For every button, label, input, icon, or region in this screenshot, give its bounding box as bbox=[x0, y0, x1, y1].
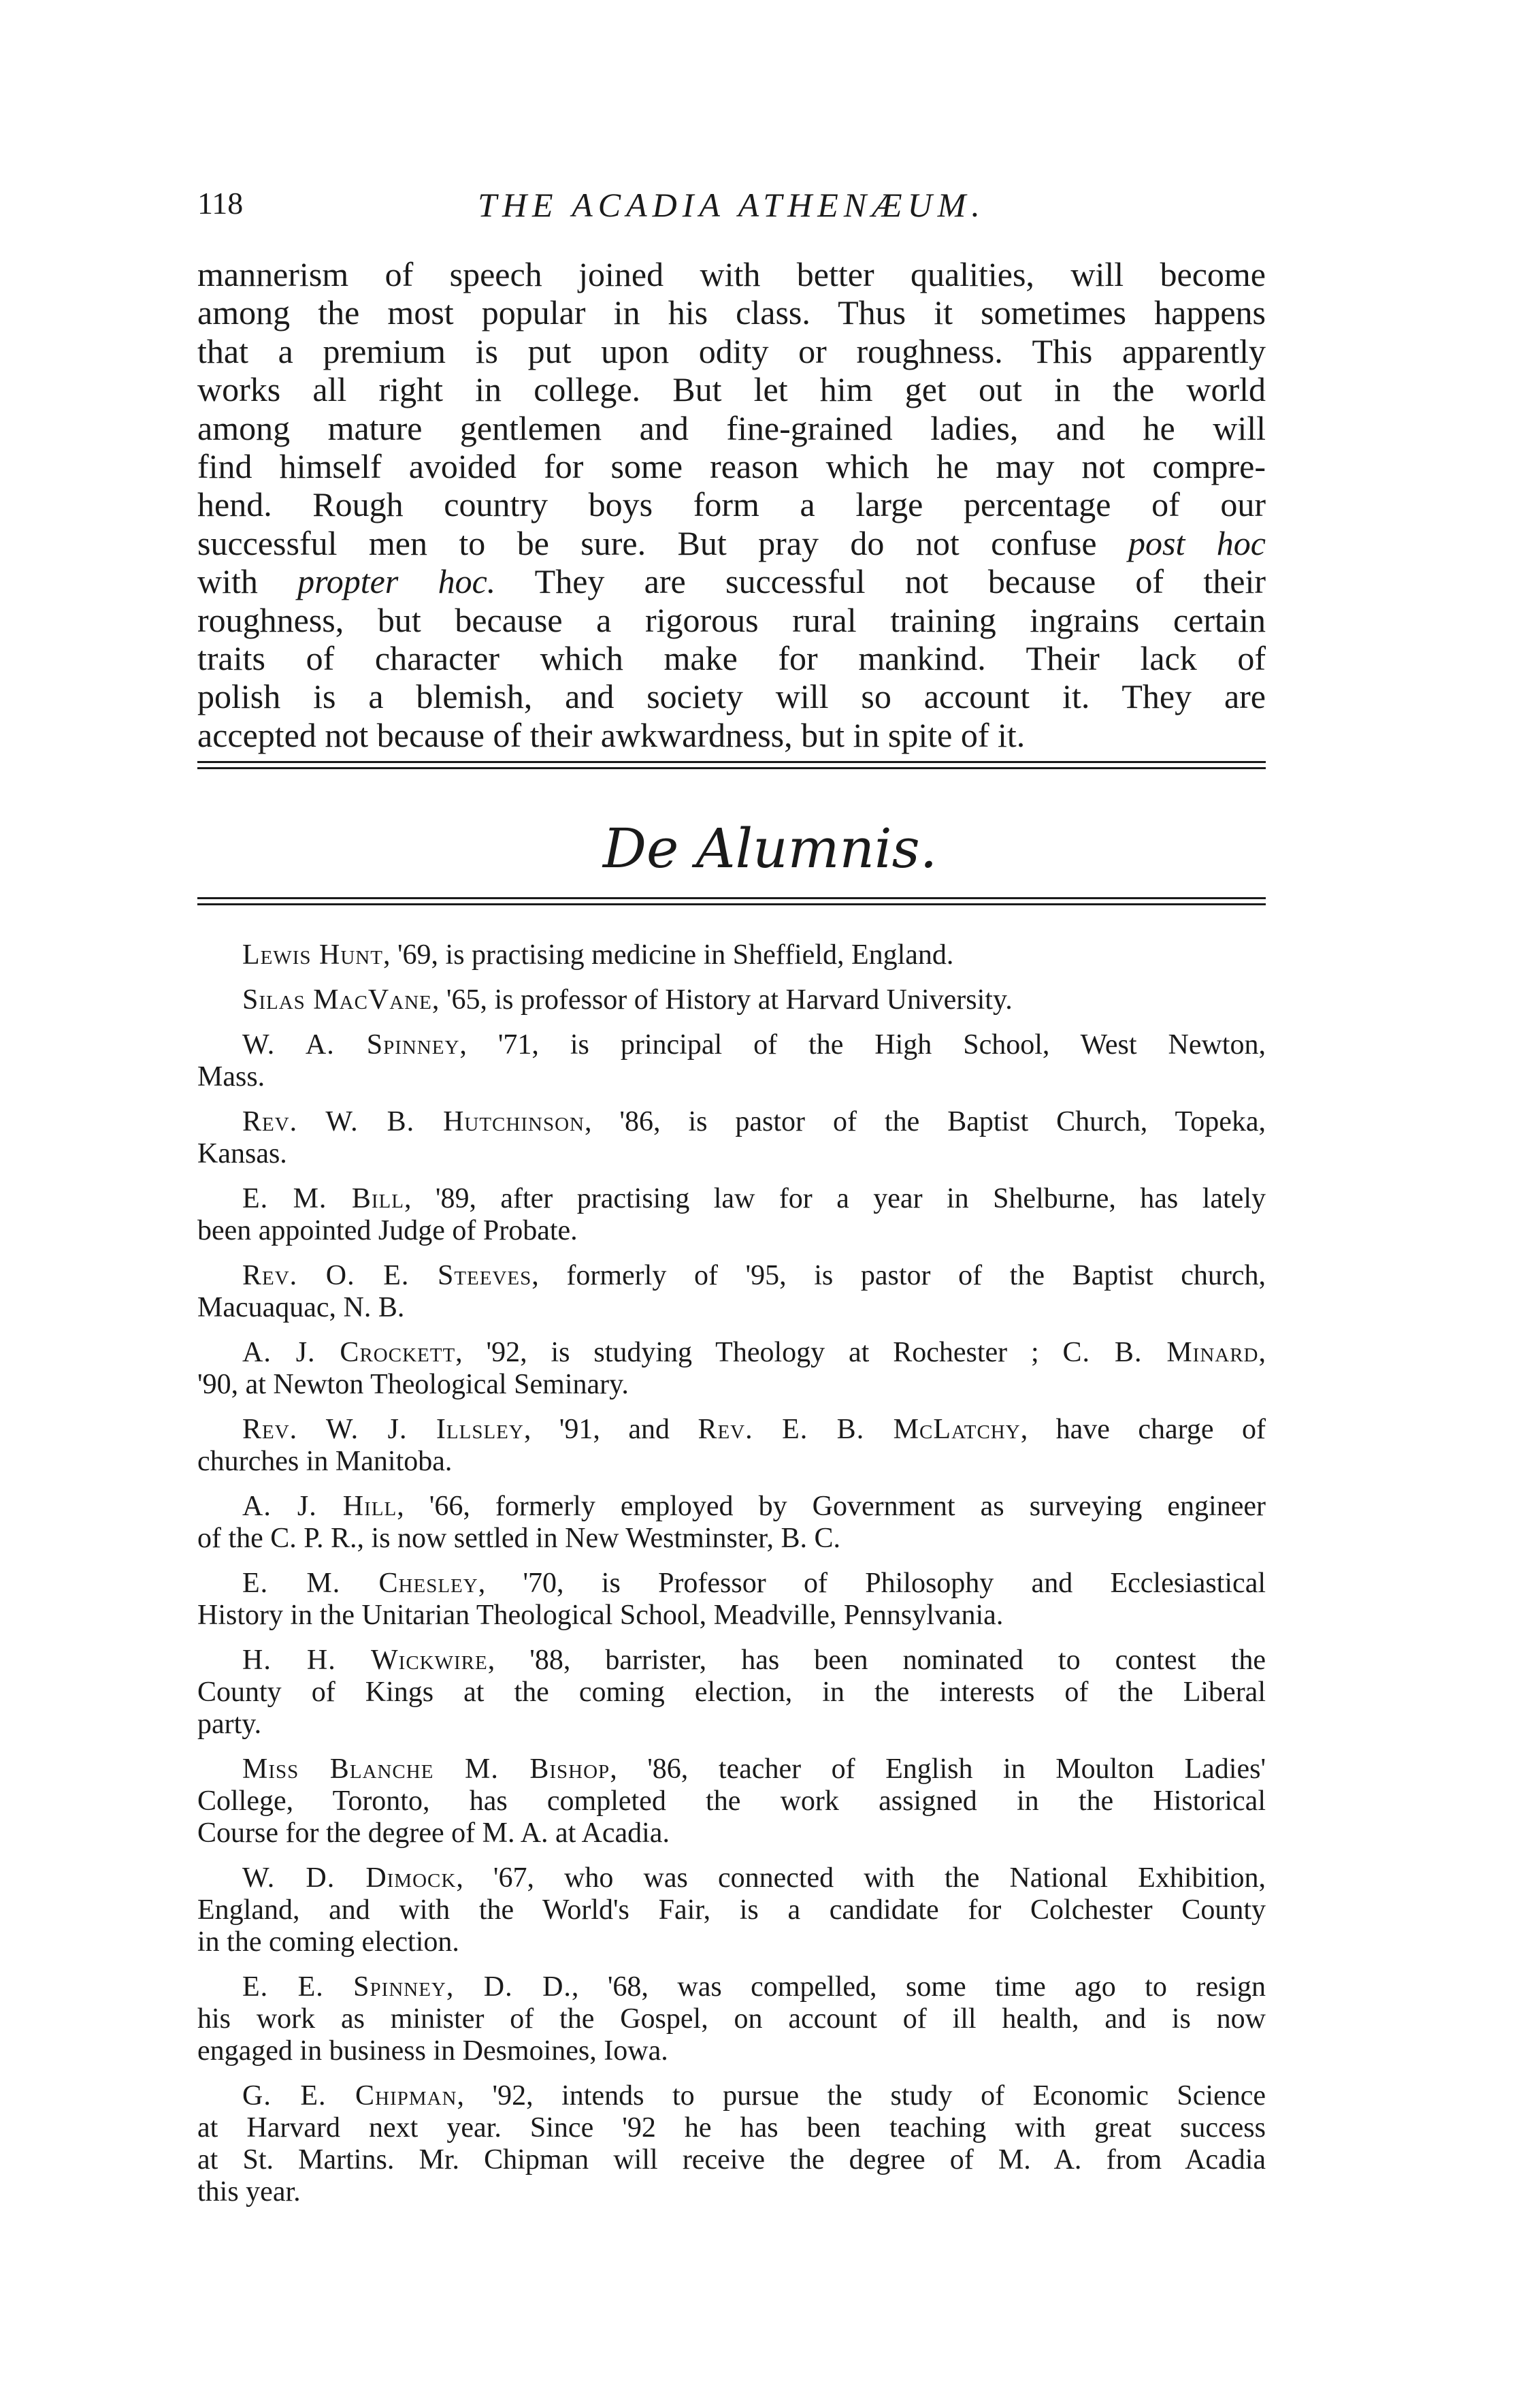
text-line bbox=[197, 1106, 1266, 1138]
text-line: at Harvard next year. Since '92 he has been teaching with great success bbox=[197, 2112, 1266, 2144]
text-run: , '89, after practising law for a year in Shelburne, has lately bbox=[404, 1183, 1266, 1214]
latin-phrase: post hoc bbox=[1128, 523, 1266, 562]
text-line bbox=[197, 1645, 1266, 1677]
page-number: 118 bbox=[197, 186, 244, 221]
text-run: , '68, was compelled, some time ago to resign bbox=[571, 1971, 1266, 2003]
text-line: party. bbox=[197, 1709, 262, 1740]
alumnus-name: Silas MacVane bbox=[242, 984, 432, 1016]
alumnus-name: A. J. Crockett bbox=[242, 1337, 456, 1368]
alumni-entry bbox=[197, 2080, 1266, 2208]
text-run: , '86, is pastor of the Baptist Church, Topeka, bbox=[584, 1106, 1266, 1137]
alumnus-name: Miss Blanche M. Bishop bbox=[242, 1753, 610, 1785]
text-line: polish is a blemish, and society will so account it. They are bbox=[197, 677, 1266, 716]
text-line: Mass. bbox=[197, 1061, 265, 1093]
text-run: , '65, is professor of History at Harvard University. bbox=[431, 984, 1013, 1016]
text-line: hend. Rough country boys form a large percentage of our bbox=[197, 485, 1266, 524]
text-line bbox=[197, 984, 1266, 1016]
text-line: Macuaquac, N. B. bbox=[197, 1292, 405, 1323]
alumni-entry bbox=[197, 939, 1266, 971]
text-line: been appointed Judge of Probate. bbox=[197, 1215, 578, 1246]
text-run: , '88, barrister, has been nominated to contest the bbox=[487, 1645, 1266, 1676]
divider-rule bbox=[197, 897, 1266, 899]
alumni-notes bbox=[197, 939, 1266, 2221]
alumni-entry bbox=[197, 1029, 1266, 1093]
text-line: churches in Manitoba. bbox=[197, 1446, 453, 1477]
alumni-entry bbox=[197, 1645, 1266, 1741]
alumni-entry bbox=[197, 1337, 1266, 1401]
text-line bbox=[197, 1414, 1266, 1446]
text-run: , '92, intends to pursue the study of Economic Science bbox=[457, 2080, 1266, 2112]
text-run: , '92, is studying Theology at Rochester ; bbox=[455, 1337, 1063, 1368]
running-title: THE ACADIA ATHENÆUM. bbox=[478, 186, 985, 224]
text-line: works all right in college. But let him get out in the world bbox=[197, 370, 1266, 409]
text-line: at St. Martins. Mr. Chipman will receive the degree of M. A. from Acadia bbox=[197, 2144, 1266, 2175]
alumnus-name: E. M. Chesley bbox=[242, 1568, 478, 1599]
text-line: '90, at Newton Theological Seminary. bbox=[197, 1369, 629, 1400]
text-line: mannerism of speech joined with better qualities, will become bbox=[197, 255, 1266, 293]
text-line: among mature gentlemen and fine-grained ladies, and he will bbox=[197, 408, 1266, 447]
alumni-entry bbox=[197, 1183, 1266, 1247]
text-run: successful men to be sure. But pray do not confuse bbox=[197, 523, 1129, 562]
text-line: among the most popular in his class. Thus it sometimes happens bbox=[197, 293, 1266, 332]
divider-rule bbox=[197, 767, 1266, 769]
text-run: They are successful not because of their bbox=[495, 562, 1266, 601]
alumnus-name: A. J. Hill bbox=[242, 1491, 397, 1522]
text-line: find himself avoided for some reason which he may not compre- bbox=[197, 447, 1266, 486]
divider-rule bbox=[197, 903, 1266, 905]
text-run: , have charge of bbox=[1020, 1414, 1266, 1445]
text-line bbox=[197, 939, 1266, 971]
alumnus-name: W. A. Spinney bbox=[242, 1029, 460, 1061]
alumnus-name: Rev. O. E. Steeves bbox=[242, 1260, 532, 1291]
text-run: , '66, formerly employed by Government as surveying engineer bbox=[397, 1491, 1266, 1522]
text-line bbox=[197, 1260, 1266, 1292]
text-line bbox=[197, 1862, 1266, 1894]
text-line: accepted not because of their awkwardness, but in spite of it. bbox=[197, 715, 1026, 754]
text-line bbox=[197, 562, 1266, 600]
text-run: , bbox=[1258, 1337, 1266, 1368]
text-run: , '86, teacher of English in Moulton Ladies' bbox=[610, 1753, 1266, 1785]
alumnus-name: W. D. Dimock bbox=[242, 1862, 457, 1894]
text-line bbox=[197, 1971, 1266, 2003]
text-line: this year. bbox=[197, 2176, 301, 2207]
text-line: that a premium is put upon odity or roughness. This apparently bbox=[197, 331, 1266, 370]
text-line: College, Toronto, has completed the work assigned in the Historical bbox=[197, 1785, 1266, 1817]
text-line: Course for the degree of M. A. at Acadia. bbox=[197, 1817, 670, 1849]
text-line: roughness, but because a rigorous rural training ingrains certain bbox=[197, 600, 1266, 639]
text-run: , '67, who was connected with the National Exhibition, bbox=[456, 1862, 1266, 1894]
text-run: with bbox=[197, 562, 298, 601]
text-run: , '69, is practising medicine in Sheffield, England. bbox=[382, 939, 954, 971]
alumnus-name: Lewis Hunt bbox=[242, 939, 383, 971]
text-line: traits of character which make for mankind. Their lack of bbox=[197, 639, 1266, 678]
alumnus-name: Rev. W. B. Hutchinson bbox=[242, 1106, 585, 1137]
latin-phrase: propter hoc. bbox=[297, 562, 496, 601]
page-header bbox=[197, 185, 1266, 233]
text-line bbox=[197, 1753, 1266, 1785]
text-line bbox=[197, 1568, 1266, 1600]
section-heading: De Alumnis. bbox=[602, 817, 938, 880]
alumnus-name: H. H. Wickwire bbox=[242, 1645, 488, 1676]
text-run: , '91, and bbox=[523, 1414, 698, 1445]
text-line: England, and with the World's Fair, is a candidate for Colchester County bbox=[197, 1894, 1266, 1926]
text-line bbox=[197, 1029, 1266, 1061]
alumni-entry bbox=[197, 1753, 1266, 1849]
alumni-entry bbox=[197, 1862, 1266, 1958]
text-line: his work as minister of the Gospel, on account of ill health, and is now bbox=[197, 2003, 1266, 2035]
alumnus-name: C. B. Minard bbox=[1062, 1337, 1259, 1368]
text-run: , formerly of '95, is pastor of the Baptist church, bbox=[531, 1260, 1266, 1291]
divider-rule bbox=[197, 761, 1266, 763]
alumnus-name: Rev. W. J. Illsley bbox=[242, 1414, 524, 1445]
text-run: , '70, is Professor of Philosophy and Ecclesiastical bbox=[478, 1568, 1266, 1599]
alumni-entry bbox=[197, 984, 1266, 1016]
text-line: of the C. P. R., is now settled in New Westminster, B. C. bbox=[197, 1523, 840, 1554]
text-line: Kansas. bbox=[197, 1138, 287, 1169]
alumnus-name: G. E. Chipman bbox=[242, 2080, 457, 2112]
alumnus-name: E. M. Bill bbox=[242, 1183, 404, 1214]
text-run: , '71, is principal of the High School, West Newton, bbox=[459, 1029, 1266, 1061]
intro-paragraph bbox=[197, 255, 1266, 754]
text-line bbox=[197, 1491, 1266, 1523]
alumni-entry bbox=[197, 1260, 1266, 1324]
alumni-entry bbox=[197, 1491, 1266, 1555]
text-line bbox=[197, 524, 1266, 562]
alumni-entry bbox=[197, 1971, 1266, 2067]
alumnus-name: E. E. Spinney, D. D. bbox=[242, 1971, 572, 2003]
alumnus-name: Rev. E. B. McLatchy bbox=[698, 1414, 1021, 1445]
text-line: History in the Unitarian Theological School, Meadville, Pennsylvania. bbox=[197, 1600, 1004, 1631]
text-line: engaged in business in Desmoines, Iowa. bbox=[197, 2035, 668, 2067]
text-line bbox=[197, 1183, 1266, 1215]
text-line bbox=[197, 1337, 1266, 1369]
text-line bbox=[197, 2080, 1266, 2112]
alumni-entry bbox=[197, 1568, 1266, 1632]
text-line: County of Kings at the coming election, in the interests of the Liberal bbox=[197, 1677, 1266, 1708]
text-line: in the coming election. bbox=[197, 1926, 459, 1958]
alumni-entry bbox=[197, 1414, 1266, 1478]
alumni-entry bbox=[197, 1106, 1266, 1170]
